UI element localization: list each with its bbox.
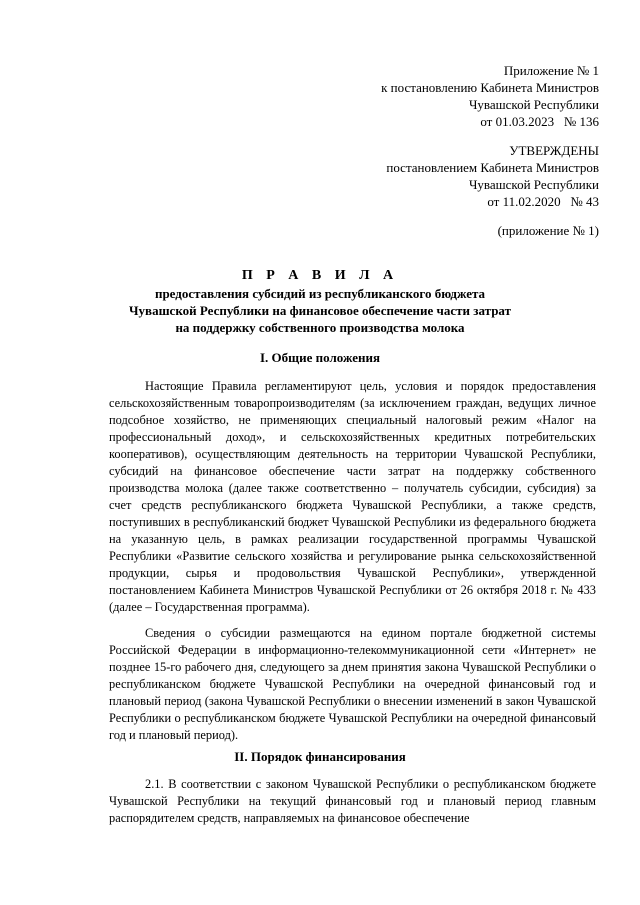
title-main: П Р А В И Л А <box>241 268 399 283</box>
appendix-line: от 01.03.2023 № 136 <box>480 114 599 129</box>
appendix-note: (приложение № 1) <box>497 223 599 238</box>
appendix-line: к постановлению Кабинета Министров <box>381 80 599 95</box>
appendix-line: постановлением Кабинета Министров <box>386 160 599 175</box>
document-title <box>0 267 640 336</box>
paragraph: Сведения о субсидии размещаются на едином портале бюджетной системы Российской Федерации в информационно-телекоммуникационной сети «Интернет» не позднее 15-го рабочего дня, следующего за днем принятия закона Чувашской Республики о республиканском бюджете Чувашской Республики на очередной финансовый год и плановый период (закона Чувашской Республики о внесении изменений в закон Чувашской Республики о республиканском бюджете Чувашской Республики на очередной финансовый год и плановый период). <box>109 626 596 742</box>
appendix-block <box>381 62 599 239</box>
paragraph: Настоящие Правила регламентируют цель, условия и порядок предоставления сельскохозяйственным товаропроизводителям (за исключением граждан, ведущих личное подсобное хозяйство, не применяющих специальный налоговый режим «Налог на профессиональный доход», и сельскохозяйственных кредитных потребительских кооперативов), осуществляющим деятельность на территории Чувашской Республики, субсидий на финансовое обеспечение части затрат на поддержку собственного производства молока (далее также соответственно – получатель субсидии, субсидия) за счет средств республиканского бюджета Чувашской Республики, а также средств, поступивших в республиканский бюджет Чувашской Республики из федерального бюджета на указанную цель, в рамках реализации государственной программы Чувашской Республики «Развитие сельского хозяйства и регулирование рынка сельскохозяйственной продукции, сырья и продовольствия Чувашской Республики», утвержденной постановлением Кабинета Министров Чувашской Республики от 26 октября 2018 г. № 433 (далее – Государственная программа). <box>109 379 596 614</box>
appendix-line: от 11.02.2020 № 43 <box>487 194 599 209</box>
appendix-line: Приложение № 1 <box>503 63 599 78</box>
section-heading: I. Общие положения <box>260 350 380 365</box>
approved-label: УТВЕРЖДЕНЫ <box>509 143 599 158</box>
appendix-line: Чувашской Республики <box>468 97 599 112</box>
paragraph: 2.1. В соответствии с законом Чувашской Республики о республиканском бюджете Чувашской Республики на текущий финансовый год и плановый период главным распорядителем средств, направляемых на финансовое обеспечение <box>109 777 596 825</box>
title-subtitle: на поддержку собственного производства молока <box>175 320 465 335</box>
section-heading: II. Порядок финансирования <box>234 749 406 764</box>
title-subtitle: предоставления субсидий из республиканского бюджета <box>154 286 486 301</box>
appendix-line: Чувашской Республики <box>468 177 599 192</box>
title-subtitle: Чувашской Республики на финансовое обеспечение части затрат <box>129 303 511 318</box>
